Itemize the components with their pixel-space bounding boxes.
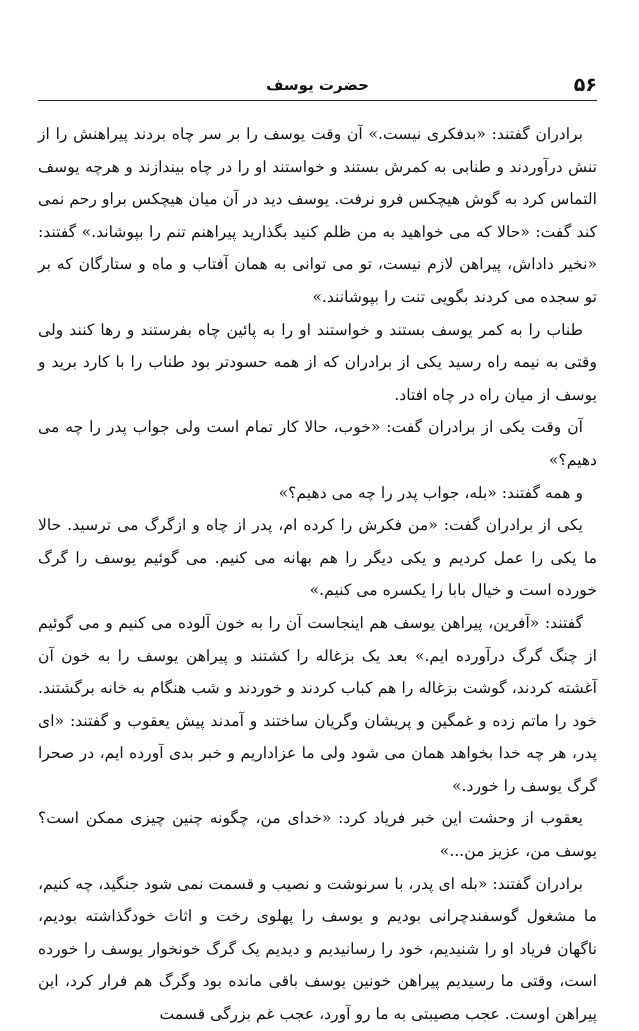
paragraph: گفتند: «آفرین، پیراهن یوسف هم اینجاست آن را به خون آلوده می کنیم و می گوئیم از چنگ گرگ درآورده ایم.» بعد یک بزغاله را کشتند و پیراهن یوسف را به خون آن آغشته کردند، گوشت بزغاله را هم کباب کردند و خوردند و شب هنگام به خانه برگشتند. خود را ماتم زده و غمگین و پریشان وگریان ساختند و آمدند پیش یعقوب و گفتند: «ای پدر، هر چه خدا بخواهد همان می شود ولی ما عزاداریم و خبر بدی آورده ایم، در صحرا گرگ یوسف را خورد.»: [38, 613, 597, 795]
paragraph: و همه گفتند: «بله، جواب پدر را چه می دهیم؟»: [278, 483, 583, 502]
paragraph: برادران گفتند: «بدفکری نیست.» آن وقت یوسف را بر سر چاه بردند پیراهنش را از تنش درآوردند و طنابی به کمرش بستند و خواستند او را در چاه بیندازند و هرچه یوسف التماس کرد به گوش هیچکس فرو نرفت. یوسف دید در آن میان هیچکس براو رحم نمی کند گفت: «حالا که می خواهید به من ظلم کنید بگذارید پیراهنم تنم را بپوشاند.» گفتند: «نخیر داداش، پیراهن لازم نیست، تو می توانی به همان آفتاب و ماه و ستارگان که بر تو سجده می کردند بگویی تنت را بپوشانند.»: [38, 125, 597, 306]
paragraph: برادران گفتند: «بله ای پدر، با سرنوشت و نصیب و قسمت نمی شود جنگید، چه کنیم، ما مشغول گوسفندچرانی بودیم و یوسف را پهلوی رخت و اثاث خودگذاشته بودیم، ناگهان فریاد او را شنیدیم، خود را رسانیدیم و دیدیم یک گرگ خونخوار یوسف را خورده است، وقتی ما رسیدیم پیراهن خونین یوسف باقی مانده بود وگرگ هم فرار کرد، این پیراهن اوست. عجب مصیبتی به ما رو آورد، عجب غم بزرگی قسمت: [38, 874, 597, 1024]
page-number: ۵۶: [573, 74, 597, 96]
paragraph: یکی از برادران گفت: «من فکرش را کرده ام، پدر از چاه و ازگرگ می ترسید. حالا ما یکی را عمل کردیم و یکی دیگر را هم بهانه می کنیم. می گوئیم یوسف را گرگ خورده است و خیال بابا را یکسره می کنیم.»: [38, 516, 597, 600]
running-title: حضرت یوسف: [266, 76, 369, 94]
paragraph: طناب را به کمر یوسف بستند و خواستند او را به پائین چاه بفرستند و رها کنند ولی وقتی به نیمه راه رسید یکی از برادران که از همه حسودتر بود طناب را با کارد برید و یوسف از میان راه در چاه افتاد.: [38, 320, 597, 404]
paragraph: یعقوب از وحشت این خبر فریاد کرد: «خدای من، چگونه چنین چیزی ممکن است؟ یوسف من، عزیز من...»: [38, 809, 597, 861]
body-text: [38, 118, 597, 1031]
paragraph: آن وقت یکی از برادران گفت: «خوب، حالا کار تمام است ولی جواب پدر را چه می دهیم؟»: [38, 418, 597, 469]
page-header: [38, 72, 597, 101]
